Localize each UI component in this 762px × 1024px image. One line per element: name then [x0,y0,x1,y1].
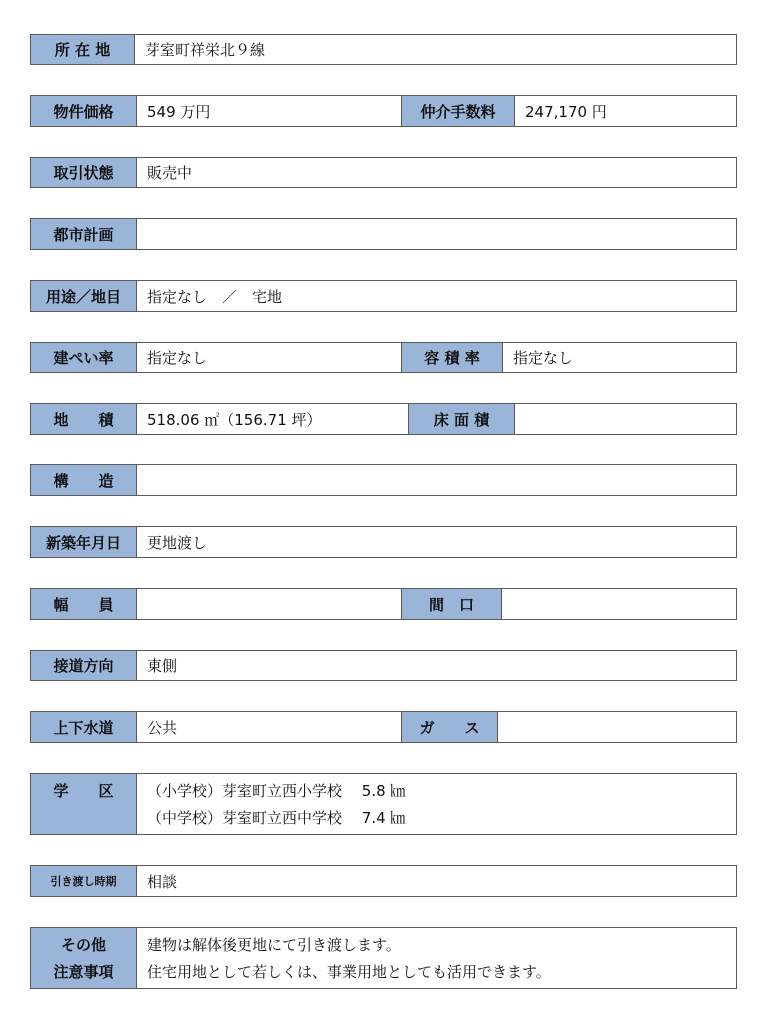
row-status [30,157,737,188]
school-elementary: （小学校）芽室町立西小学校 5.8 ㎞ [147,782,406,800]
row-school [30,773,737,835]
value-road-direction: 東側 [147,657,178,675]
label-other [31,928,137,988]
label-city-plan: 都市計画 [31,219,137,249]
label-school: 学 区 [31,774,137,834]
value-city-plan [137,219,736,249]
label-status: 取引状態 [31,158,137,187]
label-structure: 構 造 [31,465,137,495]
row-location [30,34,737,65]
row-other [30,927,737,989]
row-price [30,95,737,127]
value-road-width [137,589,401,619]
row-usage [30,280,737,312]
row-city-plan [30,218,737,250]
row-built [30,526,737,558]
label-other-line2: 注意事項 [53,963,114,981]
label-commission: 仲介手数料 [401,96,515,126]
label-floor-area: 床 面 積 [408,404,515,434]
value-structure [137,465,736,495]
label-coverage: 建ぺい率 [31,343,137,372]
label-land-area: 地 積 [31,404,137,434]
label-gas: ガ ス [401,712,498,742]
other-note-1: 建物は解体後更地にて引き渡します。 [147,936,401,954]
value-school [137,774,736,834]
value-usage: 指定なし ／ 宅地 [147,287,283,306]
value-land-area: 518.06 ㎡（156.71 坪） [147,410,322,429]
row-width [30,588,737,620]
value-handover: 相談 [147,872,178,891]
label-frontage: 間 口 [401,589,502,619]
value-floor-area-ratio: 指定なし [513,349,574,367]
school-junior-high: （中学校）芽室町立西中学校 7.4 ㎞ [147,809,406,827]
row-area [30,403,737,435]
value-location: 芽室町祥栄北９線 [145,41,266,59]
value-price: 549 万円 [147,102,211,121]
label-road-direction: 接道方向 [31,651,137,680]
other-note-2: 住宅用地として若しくは、事業用地としても活用できます。 [147,963,551,981]
label-location: 所 在 地 [31,35,135,64]
label-price: 物件価格 [31,96,137,126]
label-other-line1: その他 [60,936,106,954]
row-structure [30,464,737,496]
label-handover: 引き渡し時期 [31,866,137,896]
value-built: 更地渡し [147,533,208,552]
label-floor-area-ratio: 容 積 率 [401,343,503,372]
value-gas [498,712,736,742]
value-floor-area [515,404,736,434]
label-water: 上下水道 [31,712,137,742]
row-coverage [30,342,737,373]
label-built: 新築年月日 [31,527,137,557]
value-other [137,928,736,988]
value-commission: 247,170 円 [525,102,607,121]
value-coverage: 指定なし [147,349,208,367]
label-usage: 用途／地目 [31,281,137,311]
label-road-width: 幅 員 [31,589,137,619]
value-status: 販売中 [147,164,193,182]
value-water: 公共 [147,718,178,737]
value-frontage [502,589,736,619]
row-road [30,650,737,681]
row-water [30,711,737,743]
row-handover [30,865,737,897]
